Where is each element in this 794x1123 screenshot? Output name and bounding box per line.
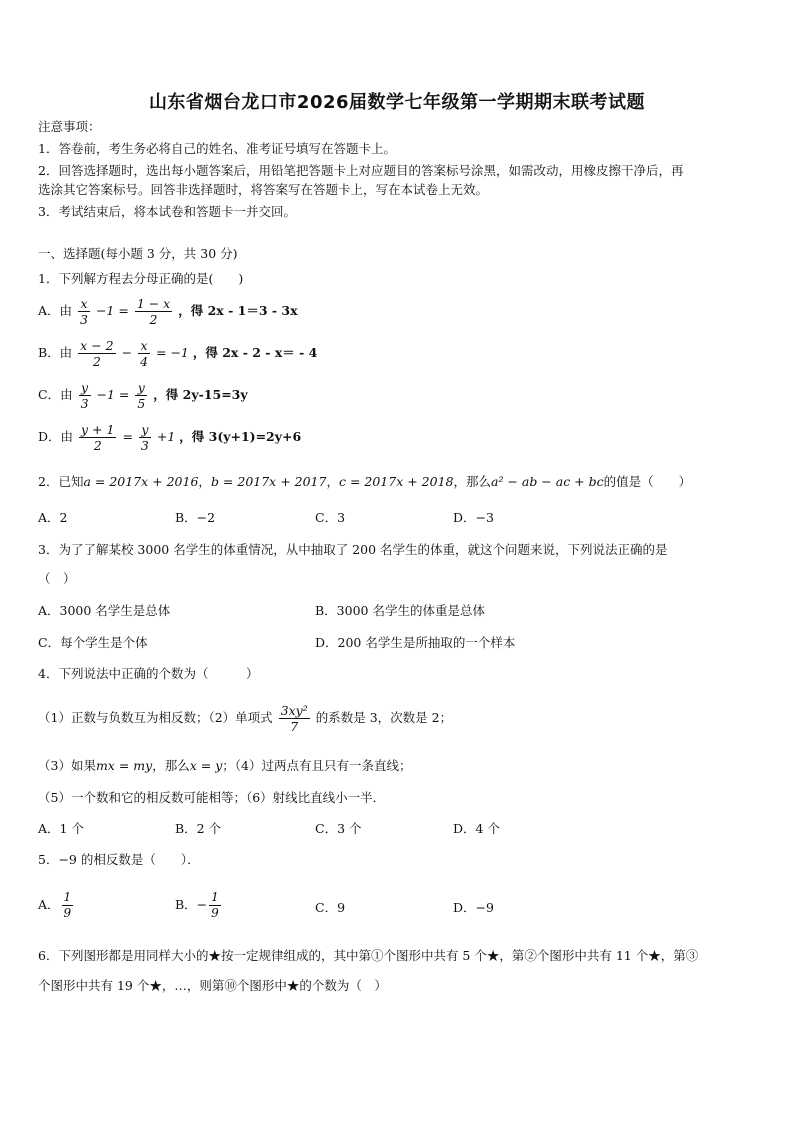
- q4-s2-a: （3）如果: [38, 758, 96, 773]
- q3-stem: 3．为了了解某校 3000 名学生的体重情况，从中抽取了 200 名学生的体重，就这个问题来说，下列说法正确的是: [38, 542, 668, 557]
- denominator: 9: [211, 906, 219, 920]
- q3-option-c: C．每个学生是个体: [38, 635, 148, 650]
- q3-option-a: A．3000 名学生是总体: [38, 603, 171, 618]
- numerator: y: [135, 380, 147, 396]
- q1-d-tail: +1: [156, 429, 176, 444]
- numerator: 1: [63, 890, 72, 904]
- q4-option-d: D．4 个: [453, 821, 500, 836]
- q4-s2-eq: mx = my: [95, 758, 153, 773]
- q1-option-a: [38, 296, 298, 327]
- notice-item-1: 1．答卷前，考生务必将自己的姓名、准考证号填写在答题卡上。: [38, 141, 396, 156]
- q1-a-frac1: [78, 296, 90, 327]
- denominator: 9: [63, 906, 72, 920]
- q1-d-frac2: [139, 422, 151, 453]
- notice-item-2: 2．回答选择题时，选出每小题答案后，用铅笔把答题卡上对应题目的答案标号涂黑，如需改动，用橡皮擦干净后，再: [38, 163, 684, 178]
- numerator: 1 − x: [136, 296, 171, 311]
- q1-d-frac1: [79, 422, 116, 453]
- q5-a-frac: [62, 890, 74, 921]
- q1-d-label: D．由: [38, 429, 74, 444]
- q4-s2-c: ；（4）过两点有且只有一条直线；: [222, 758, 412, 773]
- q3-stem-cont: （ ）: [38, 571, 76, 586]
- numerator: 3xy²: [280, 703, 308, 718]
- q2-mid: ，那么: [453, 474, 491, 489]
- q5-option-d: D．−9: [453, 900, 494, 915]
- q1-a-label: A．由: [38, 303, 73, 318]
- q1-a-mid: −1 =: [95, 303, 129, 318]
- q2-a-expr: a = 2017x + 2016: [83, 474, 199, 489]
- denominator: 2: [149, 312, 158, 327]
- q2-prefix: 2．已知: [38, 474, 84, 489]
- q1-b-result: ，得 2x - 2 - x＝ - 4: [192, 345, 318, 360]
- q5-stem: 5．−9 的相反数是（ ）．: [38, 852, 200, 867]
- denominator: 3: [140, 438, 149, 453]
- q1-b-frac2: [138, 338, 150, 369]
- q1-c-frac2: [135, 380, 147, 411]
- q2-option-d: D．−3: [453, 510, 494, 525]
- q1-b-tail: = −1: [156, 345, 189, 360]
- numerator: x: [138, 338, 150, 354]
- denominator: 3: [80, 396, 89, 411]
- q2-option-c: C．3: [315, 510, 346, 525]
- q4-s2-eq2: x = y: [189, 758, 223, 773]
- denominator: 4: [140, 354, 149, 369]
- q4-option-b: B．2 个: [175, 821, 222, 836]
- numerator: y: [79, 380, 91, 396]
- denominator: 3: [80, 312, 88, 327]
- q2-b-expr: b = 2017x + 2017: [210, 474, 327, 489]
- q4-s1: （1）正数与负数互为相反数；（2）单项式: [38, 710, 273, 725]
- q5-option-c: C．9: [315, 900, 346, 915]
- q1-option-d: [38, 422, 301, 453]
- denominator: 2: [93, 438, 102, 453]
- q1-c-label: C．由: [38, 387, 73, 402]
- q1-stem: 1．下列解方程去分母正确的是( ): [38, 271, 244, 286]
- numerator: y: [139, 422, 151, 438]
- q1-c-mid: −1 =: [96, 387, 130, 402]
- section-heading: 一、选择题(每小题 3 分，共 30 分): [38, 246, 238, 261]
- q4-stem: 4．下列说法中正确的个数为（ ）: [38, 666, 259, 681]
- q5-option-b: [175, 890, 223, 921]
- q6-stem-line2: 个图形中共有 19 个★，…，则第⑩个图形中★的个数为（ ）: [38, 978, 387, 993]
- q1-b-mid: −: [121, 345, 133, 360]
- q2-option-a: A．2: [38, 510, 68, 525]
- q5-b-frac: [209, 890, 221, 921]
- numerator: 1: [211, 890, 219, 904]
- q1-a-result: ，得 2x - 1＝3 - 3x: [178, 303, 298, 318]
- q2-c-expr: c = 2017x + 2018: [338, 474, 454, 489]
- q1-d-mid: =: [122, 429, 133, 444]
- q4-s2-b: ，那么: [152, 758, 190, 773]
- q5-a-label: A．: [38, 897, 60, 912]
- q4-option-a: A．1 个: [38, 821, 84, 836]
- q3-option-b: B．3000 名学生的体重是总体: [315, 603, 485, 618]
- q6-stem-line1: 6．下列图形都是用同样大小的★按一定规律组成的，其中第①个图形中共有 5 个★，第②个图形中共有 11 个★，第③: [38, 948, 699, 963]
- q4-monomial-frac: [279, 703, 310, 734]
- numerator: x: [78, 296, 90, 312]
- q4-s1-tail: 的系数是 3，次数是 2；: [315, 710, 453, 725]
- q1-c-result: ，得 2y-15=3y: [153, 387, 248, 402]
- q2-stem: 2．已知a = 2017x + 2016，b = 2017x + 2017，c = 2017x + 2018，那么a² − ab − ac + bc的值是（ ）: [38, 474, 692, 489]
- q4-statement-5-6: （5）一个数和它的相反数可能相等；（6）射线比直线小一半．: [38, 790, 386, 805]
- q4-statement-3-4: [38, 757, 411, 775]
- q2-option-b: B．−2: [175, 510, 216, 525]
- q1-option-b: [38, 338, 317, 369]
- page-title: 山东省烟台龙口市2026届数学七年级第一学期期末联考试题: [148, 92, 646, 113]
- q4-option-c: C．3 个: [315, 821, 362, 836]
- q1-b-frac1: [78, 338, 115, 369]
- q1-a-frac2: [135, 296, 172, 327]
- q5-b-label: B．−: [175, 897, 208, 912]
- denominator: 5: [137, 396, 146, 411]
- q1-option-c: [38, 380, 248, 411]
- numerator: x − 2: [80, 338, 114, 353]
- numerator: y + 1: [81, 422, 115, 437]
- notice-item-2-cont: 选涂其它答案标号。回答非选择题时，将答案写在答题卡上，写在本试卷上无效。: [38, 182, 489, 197]
- q1-b-label: B．由: [38, 345, 73, 360]
- q3-option-d: D．200 名学生是所抽取的一个样本: [315, 635, 516, 650]
- q1-c-frac1: [79, 380, 91, 411]
- denominator: 2: [92, 354, 101, 369]
- q4-statement-1-2: [38, 703, 452, 734]
- notice-heading: 注意事项：: [38, 119, 101, 134]
- denominator: 7: [290, 719, 299, 734]
- q2-target: a² − ab − ac + bc: [491, 474, 604, 489]
- q2-suffix: 的值是（ ）: [603, 474, 692, 489]
- notice-item-3: 3．考试结束后，将本试卷和答题卡一并交回。: [38, 204, 296, 219]
- q5-option-a: [38, 890, 75, 921]
- q1-d-result: ，得 3(y+1)=2y+6: [179, 429, 302, 444]
